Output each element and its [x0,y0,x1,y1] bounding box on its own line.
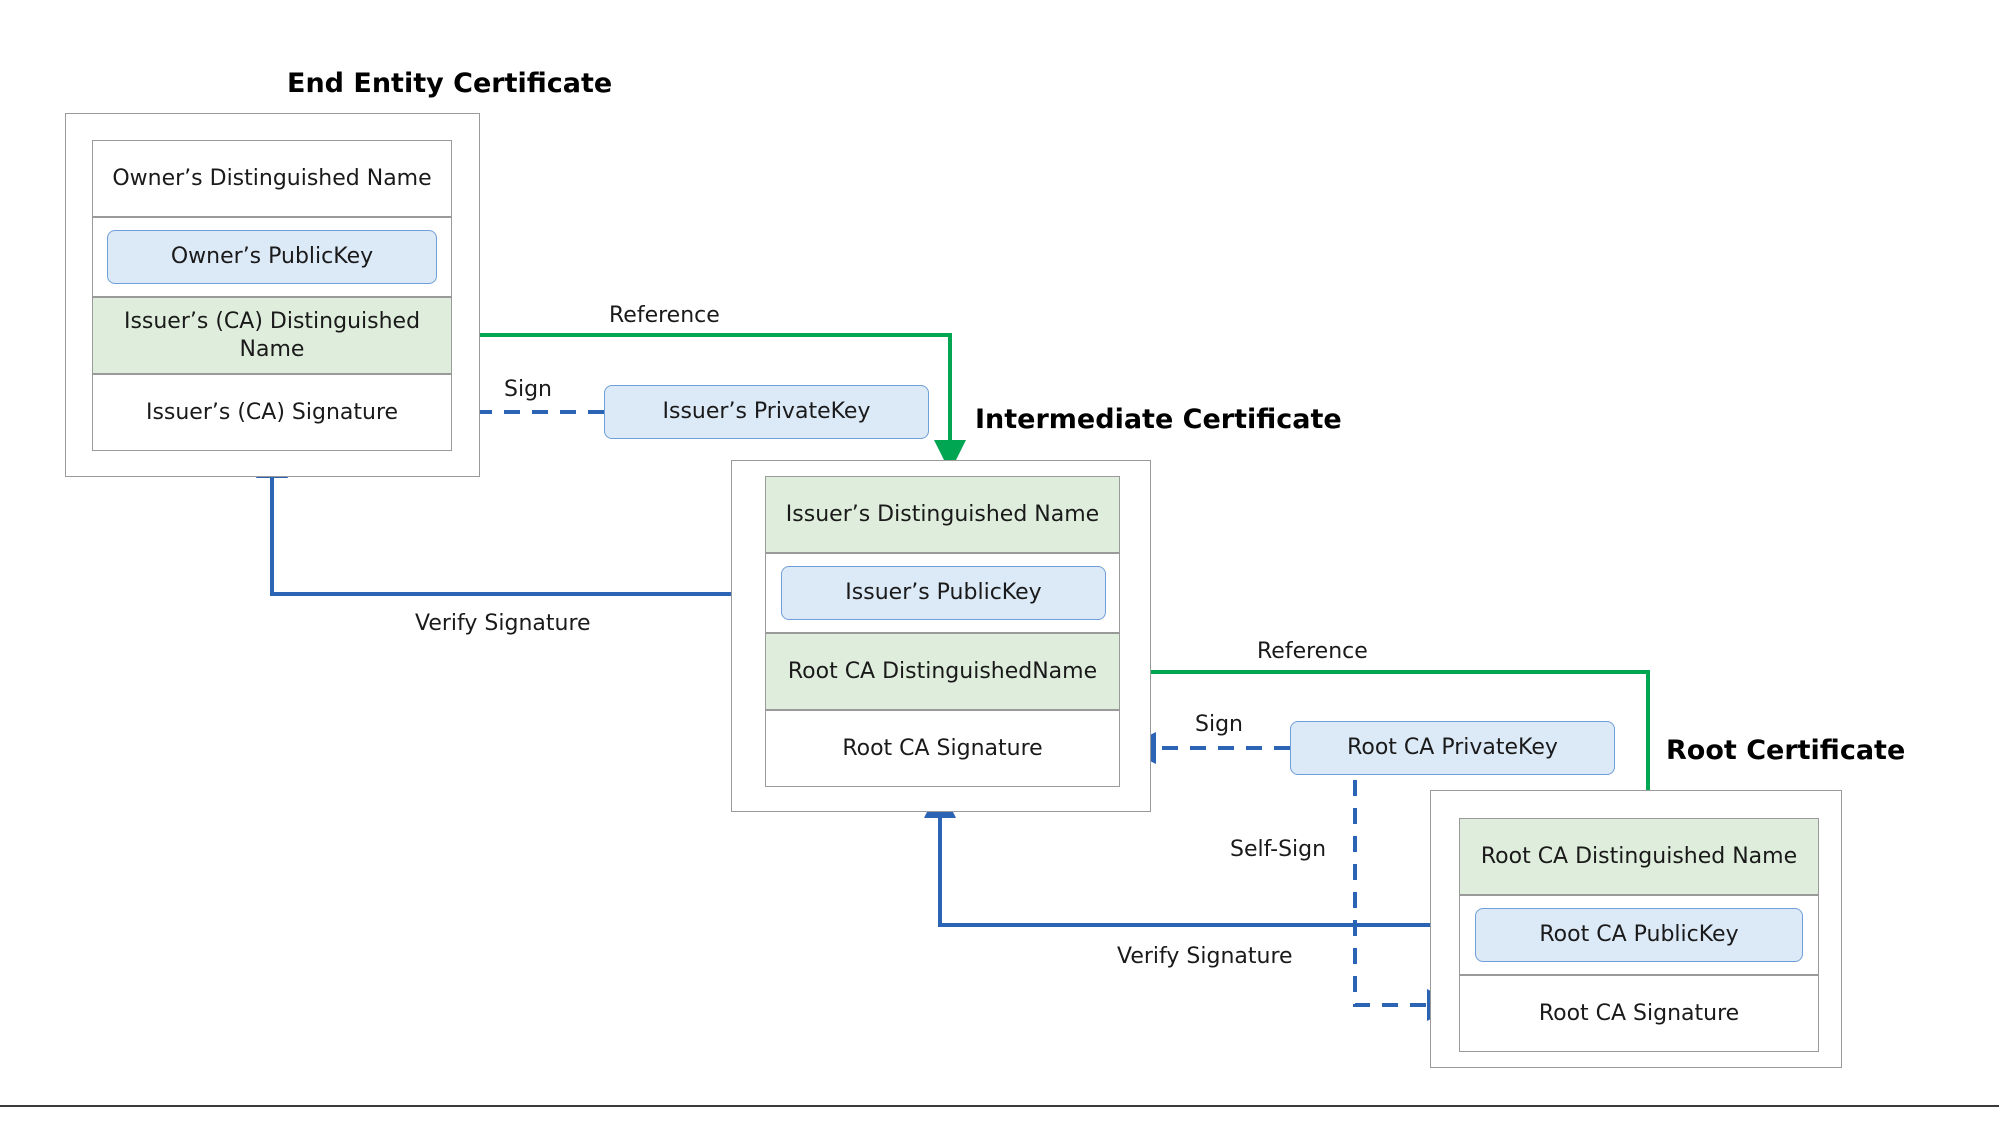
end-entity-owner-dn: Owner’s Distinguished Name [92,140,452,217]
label-sign-2: Sign [1195,712,1243,737]
title-intermediate-certificate: Intermediate Certificate [975,404,1342,435]
root-ca-dn: Root CA Distinguished Name [1459,818,1819,895]
root-ca-publickey: Root CA PublicKey [1475,908,1803,962]
end-entity-issuer-signature: Issuer’s (CA) Signature [92,374,452,451]
label-self-sign: Self-Sign [1230,837,1327,862]
footer-divider [0,1105,1999,1107]
label-sign-1: Sign [504,377,552,402]
end-entity-owner-publickey: Owner’s PublicKey [107,230,437,284]
label-verify-1: Verify Signature [415,611,591,636]
end-entity-issuer-dn: Issuer’s (CA) Distinguished Name [92,297,452,374]
title-root-certificate: Root Certificate [1666,735,1906,766]
intermediate-root-ca-signature: Root CA Signature [765,710,1120,787]
title-end-entity-certificate: End Entity Certificate [287,68,613,99]
intermediate-issuer-publickey: Issuer’s PublicKey [781,566,1106,620]
issuer-privatekey: Issuer’s PrivateKey [604,385,929,439]
label-reference-1: Reference [609,303,720,328]
intermediate-issuer-dn: Issuer’s Distinguished Name [765,476,1120,553]
label-verify-2: Verify Signature [1117,944,1293,969]
root-ca-signature: Root CA Signature [1459,975,1819,1052]
intermediate-root-ca-dn: Root CA DistinguishedName [765,633,1120,710]
root-ca-privatekey: Root CA PrivateKey [1290,721,1615,775]
label-reference-2: Reference [1257,639,1368,664]
